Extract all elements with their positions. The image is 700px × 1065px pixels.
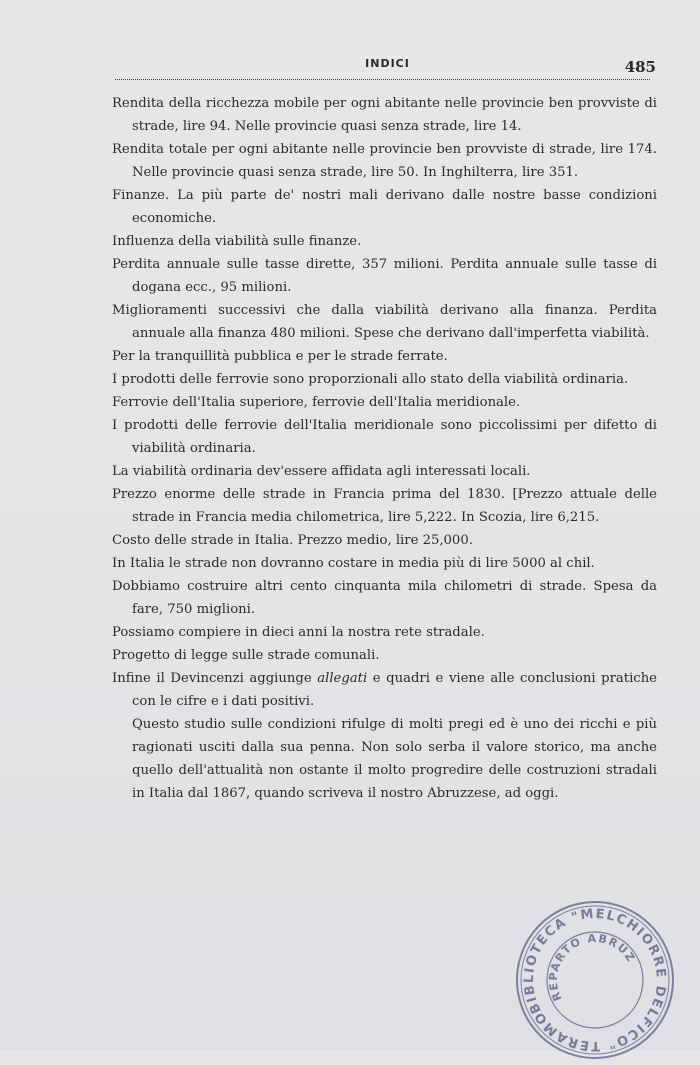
index-entry: I prodotti delle ferrovie sono proporzionali allo stato della viabilità ordinaria. [112,372,629,387]
page-header [115,52,660,82]
stamp-outer-text: BIBLIOTECA "MELCHIORRE DELFICO" TERAMO [521,906,669,1054]
entry-text: Infine il Devincenzi aggiunge [112,671,318,686]
index-entry: Dobbiamo costruire altri cento cinquanta mila chilometri di strade. Spesa da fare, 750 miglioni. [112,579,657,617]
index-entry: Possiamo compiere in dieci anni la nostra rete stradale. [112,625,485,640]
running-title: INDICI [365,57,410,70]
header-dotted-rule [115,79,650,80]
index-entry: Influenza della viabilità sulle finanze. [112,234,362,249]
index-entry: Finanze. La più parte de' nostri mali derivano dalle nostre basse condizioni economiche. [112,188,657,226]
entry-emphasis: allegati [317,671,368,686]
index-entry: Rendita totale per ogni abitante nelle provincie ben provviste di strade, lire 174. Nelle provincie quasi senza strade, lire 50. In Inghilterra, lire 351. [112,142,657,180]
index-entry: Prezzo enorme delle strade in Francia prima del 1830. [Prezzo attuale delle strade in Francia media chilometrica, lire 5,222. In Scozia, lire 6,215. [112,487,657,525]
index-entry: In Italia le strade non dovranno costare in media più di lire 5000 al chil. [112,556,595,571]
index-entry: I prodotti delle ferrovie dell'Italia meridionale sono piccolissimi per difetto di viabilità ordinaria. [112,418,657,456]
index-entry: Progetto di legge sulle strade comunali. [112,648,380,663]
page-number: 485 [624,58,656,76]
index-entry: Per la tranquillità pubblica e per le strade ferrate. [112,349,448,364]
stamp-inner-text: REPARTO ABRUZZESE [546,931,638,1004]
entry-text: e quadri e viene alle conclusioni pratiche con le cifre e i dati positivi. [132,671,657,709]
index-entries [112,92,657,805]
index-entry-conclusion [112,667,657,713]
library-stamp [510,895,680,1065]
index-entry: Costo delle strade in Italia. Prezzo medio, lire 25,000. [112,533,473,548]
index-entry: Perdita annuale sulle tasse dirette, 357 milioni. Perdita annuale sulle tasse di dogana ecc., 95 milioni. [112,257,657,295]
index-entry: Ferrovie dell'Italia superiore, ferrovie dell'Italia meridionale. [112,395,521,410]
index-entry: La viabilità ordinaria dev'essere affidata agli interessati locali. [112,464,531,479]
index-entry: Rendita della ricchezza mobile per ogni abitante nelle provincie ben provviste di strade, lire 94. Nelle provincie quasi senza strade, lire 14. [112,96,657,134]
closing-paragraph: Questo studio sulle condizioni rifulge di molti pregi ed è uno dei ricchi e più ragionati usciti dalla sua penna. Non solo serba il valore storico, ma anche quello dell'attualità non ostante il molto progredire delle costruzioni stradali in Italia dal 1867, quando scriveva il nostro Abruzzese, ad oggi. [132,717,657,801]
index-entry: Miglioramenti successivi che dalla viabilità derivano alla finanza. Perdita annuale alla finanza 480 milioni. Spese che derivano dall'imperfetta viabilità. [112,303,657,341]
